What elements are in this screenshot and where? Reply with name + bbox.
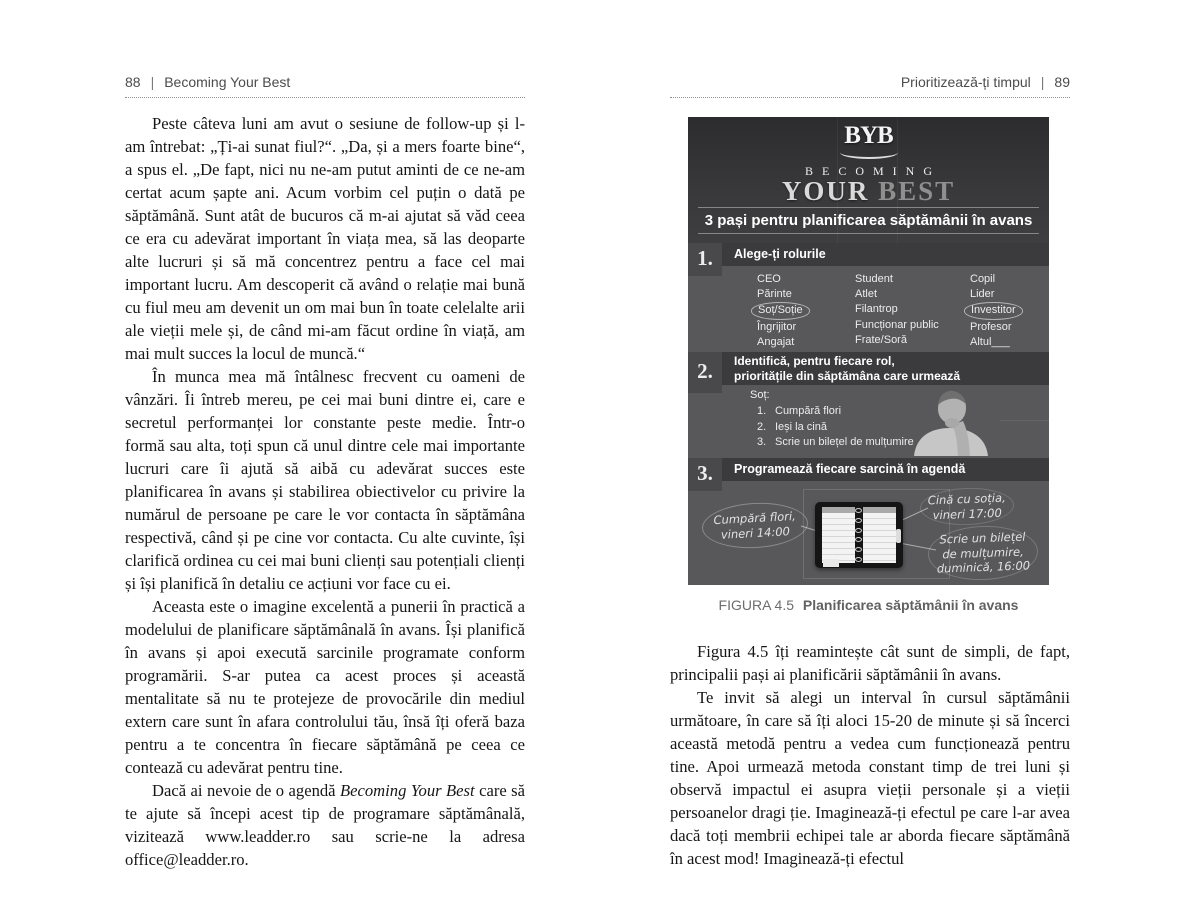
divider-line — [698, 207, 1039, 208]
priority-item — [757, 420, 914, 436]
right-page-header — [670, 74, 1070, 98]
role-item: Atlet — [855, 288, 878, 301]
figure-caption-text: Planificarea săptămânii în avans — [802, 597, 1019, 613]
step-2-number: 2. — [688, 352, 722, 393]
role-item-circled: Investitor — [964, 302, 1023, 319]
grid-line — [1000, 420, 1049, 421]
figure-title: 3 pași pentru planificarea săptămânii în avans — [704, 212, 1033, 229]
role-item: Student — [855, 273, 893, 285]
right-body-text — [670, 640, 1070, 870]
role-item: Frate/Soră — [855, 333, 907, 346]
planner-right-page — [863, 507, 896, 563]
priority-text: Ieși la cină — [775, 420, 827, 433]
thinking-man-photo — [900, 385, 1000, 456]
ring-icon — [855, 547, 862, 552]
byb-logo-letters: BYB — [844, 122, 893, 149]
planner-left-page — [822, 507, 855, 563]
role-item: Profesor — [970, 320, 1012, 333]
role-item: Funcționar public — [855, 318, 939, 331]
step-2-label-line2: prioritățile din săptămâna care urmează — [734, 369, 961, 383]
step-2-label-line1: Identifică, pentru fiecare rol, — [734, 354, 895, 368]
paragraph: În munca mea mă întâlnesc frecvent cu oameni de vânzări. Îi întreb mereu, pe cei mai buni dintre ei, care e secretul performanței lor constante peste medie. Într-o formă sau alta, toți spun că unul dintre cele mai importante lucruri care îi ajută să aibă cu adevărat succes este planificarea în avans și stabilirea obiectivelor cu privire la numărul de persoane pe care le vor contacta în săptămâna respectivă, când și pe cine vor contacta. Cu alte cuvinte, își clarifică ordinea cu cei mai buni clienți sau potențiali clienți și își planifică în detaliu ce acțiuni vor face cu ei. — [125, 367, 525, 593]
left-running-head — [125, 74, 525, 98]
header-divider: | — [150, 74, 155, 90]
ring-icon — [855, 528, 862, 533]
left-page-number: 88 — [125, 74, 141, 90]
right-running-head — [670, 74, 1070, 98]
figure-banner — [688, 117, 1049, 243]
step-2-label — [734, 354, 960, 384]
planner-side-tab — [896, 529, 901, 543]
handwritten-note-top-right: Cină cu soția, vineri 17:00 — [919, 486, 1014, 526]
priority-list — [757, 404, 914, 451]
byb-logo-icon — [688, 122, 1049, 150]
brand-word-your: YOUR — [781, 176, 870, 206]
step-1-label: Alege-ți rolurile — [734, 247, 826, 261]
planner-page-header — [822, 507, 855, 513]
paragraph: Aceasta este o imagine excelentă a punerii în practică a modelului de planificare săptămânală în avans. Își planifică în avans și apoi execută sarcinile programate conform programării. S-ar putea ca acest proces și această mentalitate să nu te protejeze de provocările din mediul extern care sunt în afara controlului tău, însă îți oferă baza pentru a te concentra în fiecare săptămână pe ceea ce contează cu adevărat pentru tine. — [125, 597, 525, 777]
role-item-circled: Soț/Soție — [751, 302, 810, 319]
priority-number: 1. — [757, 405, 767, 417]
role-item: Copil — [970, 273, 996, 285]
priority-number: 2. — [757, 420, 767, 433]
brand-becoming: BECOMING — [804, 164, 941, 178]
roles-column-2 — [855, 272, 939, 348]
logo-swoosh-icon — [840, 146, 898, 159]
left-running-title: Becoming Your Best — [164, 74, 291, 90]
book-title-italic: Becoming Your Best — [340, 781, 475, 800]
header-divider: | — [1040, 74, 1045, 90]
brand-your-best — [688, 176, 1049, 207]
figure-caption — [688, 597, 1049, 613]
paragraph-text: Dacă ai nevoie de o agendă — [152, 781, 341, 800]
priority-text: Cumpără flori — [775, 405, 842, 417]
role-item: Lider — [970, 288, 995, 301]
handwritten-note-bottom-right: Scrie un bilețel de mulțumire, duminică, 16:00 — [927, 524, 1039, 581]
left-page-header — [125, 74, 525, 98]
left-body-text — [125, 112, 525, 871]
step-1-number: 1. — [688, 243, 722, 276]
ring-icon — [855, 508, 862, 513]
priority-number: 3. — [757, 436, 767, 448]
thinking-man-illustration — [900, 385, 1000, 456]
handwritten-note-left: Cumpără flori, vineri 14:00 — [701, 500, 809, 550]
roles-column-3 — [970, 272, 1023, 350]
priority-role-label: Soț: — [750, 389, 770, 401]
ring-icon — [855, 557, 862, 562]
figure-4-5-infographic — [688, 117, 1049, 585]
planner-page-header — [863, 507, 896, 513]
paragraph: Te invit să alegi un interval în cursul săptămânii următoare, în care să îți aloci 15-20 de minute și să încerci această metodă pentru a vedea cum funcționează pentru tine. Apoi urmează metoda constant timp de trei luni și observă impactul ei asupra vieții personale și a vieții persoanelor dragi ție. Imaginează-ți efectul pe care l-ar avea dacă toți membrii echipei tale ar aborda fiecare săptămână în acest mod! Imaginează-ți efectul — [670, 688, 1070, 868]
role-item: CEO — [757, 273, 781, 285]
step-3-number: 3. — [688, 458, 722, 491]
ring-icon — [855, 537, 862, 542]
paragraph: Peste câteva luni am avut o sesiune de follow-up și l-am întrebat: „Ți-ai sunat fiul?“. „Da, și a mers foarte bine“, a spus el. „De fapt, nici nu ne-am putut aminti de ce ne-am certat acum șapte ani. Acum vorbim cel puțin o dată pe săptămână. Sunt atât de bucuros că m-ai ajutat să văd ceea ce era cu adevărat important în viața mea, să las deoparte alte lucruri și să mă concentrez pentru a face cel mai important lucru. Am descoperit că având o relație mai bună cu fiul meu am devenit un om mai bun în toate celelalte arii ale vieții mele și, de când mi-am făcut ordine în viață, am mai mult succes la locul de muncă.“ — [125, 114, 525, 363]
planner-rings — [855, 508, 863, 562]
priority-item — [757, 435, 914, 451]
role-item: Filantrop — [855, 303, 898, 316]
brand-word-best: BEST — [878, 176, 956, 206]
ring-icon — [855, 518, 862, 523]
right-running-title: Prioritizează-ți timpul — [900, 74, 1031, 90]
paragraph-text: care să te ajute să începi acest tip de programare săptămânală, vizitează www.leadder.ro sau scrie-ne la adresa office@leadder.ro. — [125, 781, 525, 869]
role-item: Îngrijitor — [757, 320, 797, 333]
right-page-number: 89 — [1054, 74, 1070, 90]
divider-line — [698, 233, 1039, 234]
step-3-label: Programează fiecare sarcină în agendă — [734, 462, 966, 476]
priority-item — [757, 404, 914, 420]
planner-bottom-tab — [823, 559, 839, 567]
roles-column-1 — [757, 272, 810, 350]
figure-caption-label: FIGURA 4.5 — [718, 597, 795, 613]
paragraph: Figura 4.5 îți reamintește cât sunt de simpli, de fapt, principalii pași ai planificării săptămânii în avans. — [670, 642, 1070, 684]
planner-agenda — [815, 502, 903, 568]
role-item: Părinte — [757, 288, 792, 301]
role-item: Angajat — [757, 335, 795, 348]
paragraph — [125, 779, 525, 871]
priority-text: Scrie un bilețel de mulțumire — [775, 436, 914, 448]
role-item: Altul___ — [970, 335, 1010, 348]
